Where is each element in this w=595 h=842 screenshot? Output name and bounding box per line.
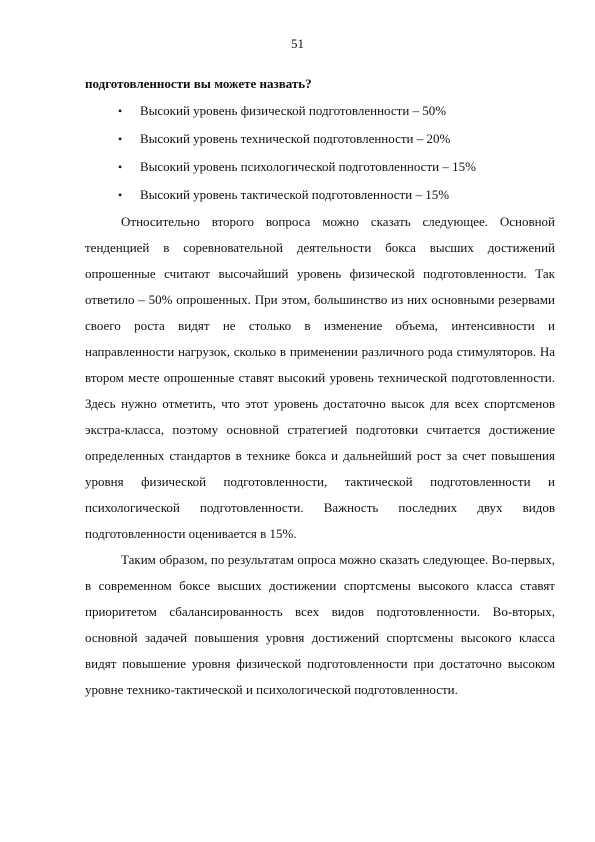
list-item [85, 181, 555, 209]
list-item-text: Высокий уровень психологической подготовленности – 15% [140, 159, 476, 174]
list-item [85, 97, 555, 125]
answer-list [85, 97, 555, 209]
list-item-text: Высокий уровень физической подготовленности – 50% [140, 103, 447, 118]
body-paragraph: Относительно второго вопроса можно сказать следующее. Основной тенденцией в соревновательной деятельности бокса высших достижений опрошенные считают высочайший уровень физической подготовленности. Так ответило – 50% опрошенных. При этом, большинство из них основными резервами своего роста видят не столько в изменение объема, интенсивности и направленности нагрузок, сколько в применении различного рода стимуляторов. На втором месте опрошенные ставят высокий уровень технической подготовленности. Здесь нужно отметить, что этот уровень достаточно высок для всех спортсменов экстра-класса, поэтому основной стратегией подготовки считается достижение определенных стандартов в технике бокса и дальнейший рост за счет повышения уровня физической подготовленности, тактической подготовленности и психологической подготовленности. Важность последних двух видов подготовленности оценивается в 15%. [85, 214, 555, 541]
bullet-icon: • [118, 104, 123, 118]
bullet-icon: • [118, 132, 123, 146]
list-item-text: Высокий уровень тактической подготовленности – 15% [140, 187, 450, 202]
list-item-text: Высокий уровень технической подготовленности – 20% [140, 131, 451, 146]
question-heading: подготовленности вы можете назвать? [85, 76, 312, 91]
page-number: 51 [291, 36, 304, 51]
bullet-icon: • [118, 160, 123, 174]
bullet-icon: • [118, 188, 123, 202]
list-item [85, 125, 555, 153]
list-item [85, 153, 555, 181]
page-content [85, 71, 555, 703]
conclusion-paragraph: Таким образом, по результатам опроса можно сказать следующее. Во-первых, в современном боксе высших достижении спортсмены высокого класса ставят приоритетом сбалансированность всех видов подготовленности. Во-вторых, основной задачей повышения уровня достижений спортсмены высокого класса видят повышение уровня физической подготовленности при достаточно высоком уровне технико-тактической и психологической подготовленности. [85, 552, 555, 697]
